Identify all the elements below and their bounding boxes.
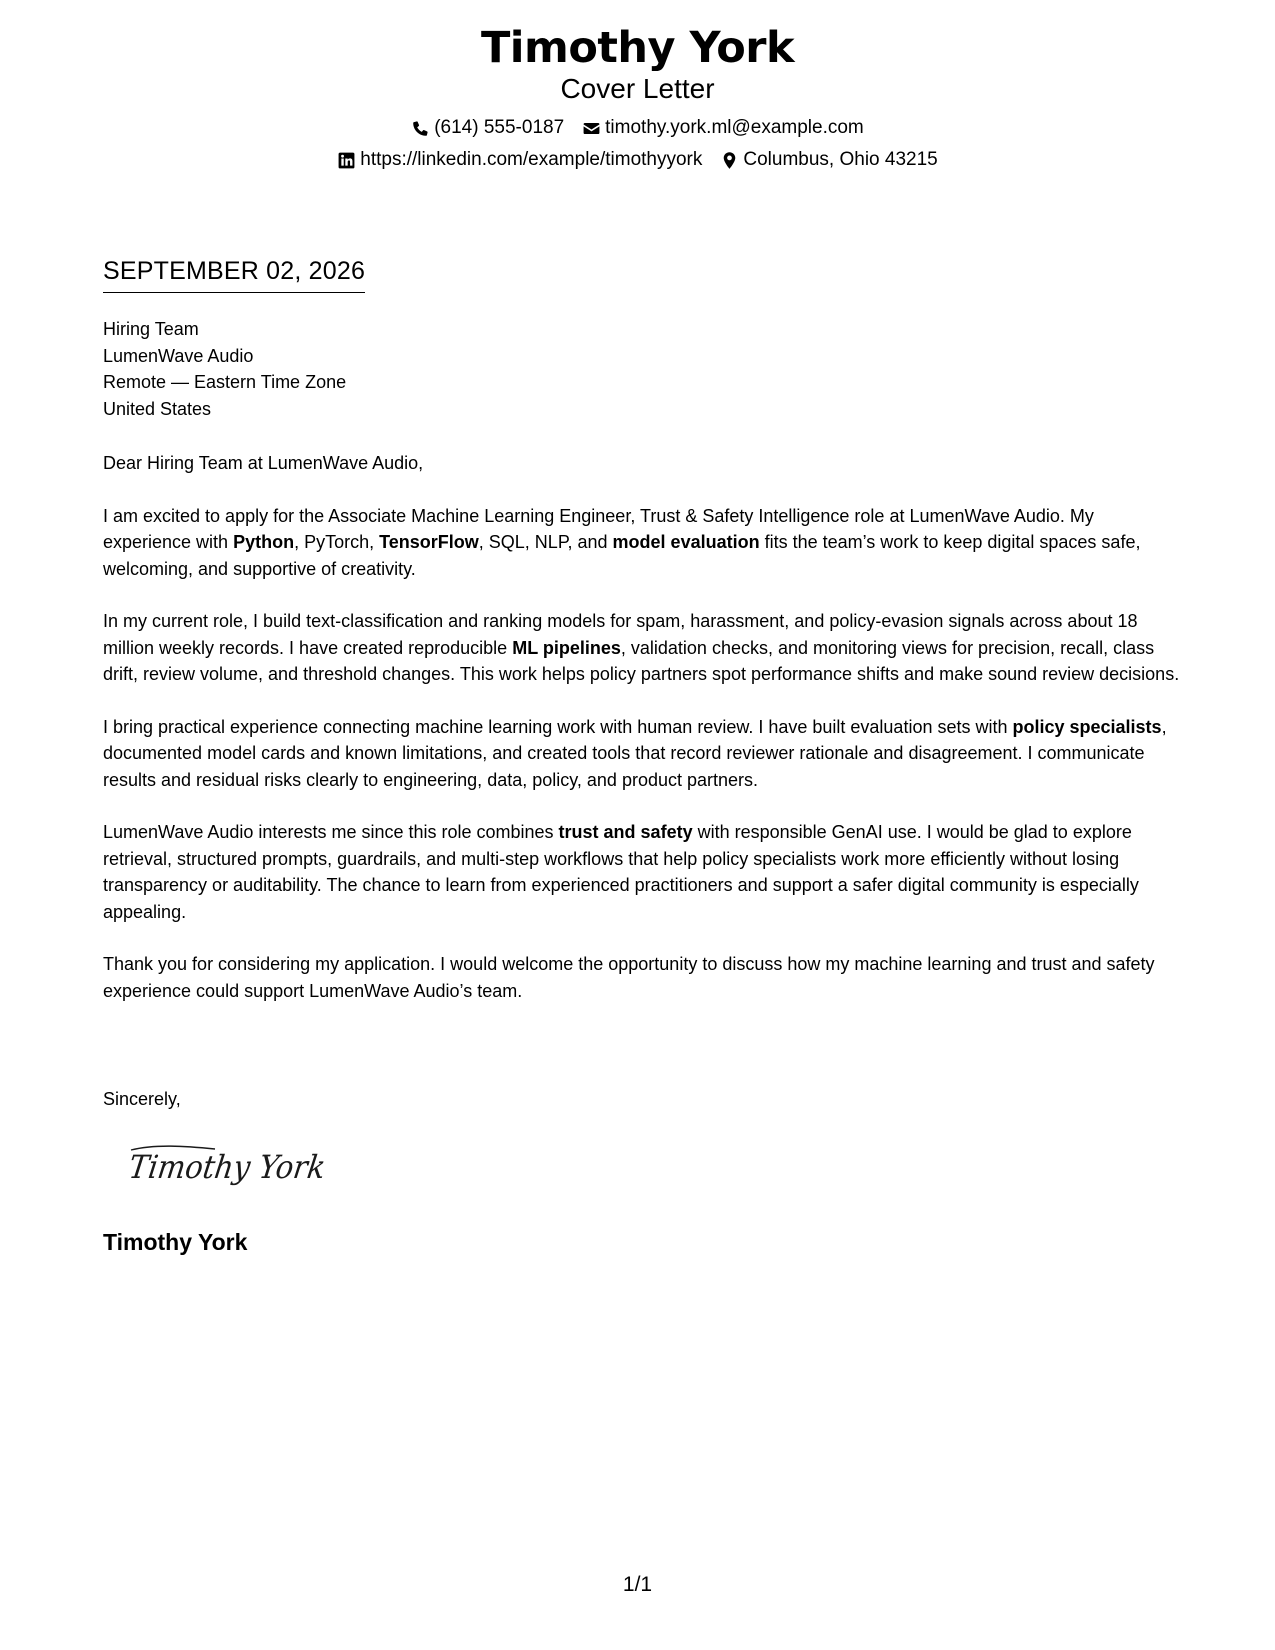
contact-linkedin bbox=[337, 148, 702, 172]
map-pin-icon bbox=[720, 151, 739, 170]
letter-date: SEPTEMBER 02, 2026 bbox=[103, 256, 365, 293]
recipient-address bbox=[103, 316, 346, 422]
date-block bbox=[103, 256, 365, 293]
email-address[interactable]: timothy.york.ml@example.com bbox=[605, 117, 864, 138]
handwritten-signature bbox=[125, 1140, 345, 1198]
recipient-line: United States bbox=[103, 398, 212, 419]
envelope-icon bbox=[582, 119, 601, 138]
highlight-skill: Python bbox=[233, 532, 295, 552]
highlight-skill: model evaluation bbox=[612, 532, 760, 552]
body-paragraph-1: I am excited to apply for the Associate Machine Learning Engineer, Trust & Safety Intelligence role at LumenWave Audio. My experience with Python, PyTorch, TensorFlow, SQL, NLP, and model evaluation fits the team’s work to keep digital spaces safe, welcoming, and supportive of creativity. bbox=[103, 505, 1141, 579]
phone-icon bbox=[411, 119, 430, 138]
recipient-line: LumenWave Audio bbox=[103, 345, 254, 366]
applicant-name: Timothy York bbox=[480, 23, 795, 73]
linkedin-icon bbox=[337, 151, 356, 170]
contact-row-2 bbox=[0, 148, 1275, 172]
recipient-line: Hiring Team bbox=[103, 319, 199, 339]
page-number: 1/1 bbox=[622, 1573, 653, 1596]
contact-row-1 bbox=[0, 116, 1275, 140]
svg-text:Timothy York: Timothy York bbox=[126, 1148, 345, 1186]
document-subtitle: Cover Letter bbox=[560, 73, 715, 104]
contact-email bbox=[582, 116, 864, 140]
phone-number[interactable]: (614) 555-0187 bbox=[434, 117, 565, 138]
location-text: Columbus, Ohio 43215 bbox=[743, 149, 938, 170]
recipient-line: Remote — Eastern Time Zone bbox=[103, 372, 347, 392]
highlight-skill: policy specialists bbox=[1012, 716, 1162, 737]
letter-body bbox=[103, 450, 1183, 1030]
highlight-skill: ML pipelines bbox=[512, 637, 621, 658]
salutation: Dear Hiring Team at LumenWave Audio, bbox=[103, 453, 424, 473]
body-paragraph-3: I bring practical experience connecting machine learning work with human review. I have built evaluation sets with policy specialists, documented model cards and known limitations, and created tools that record reviewer rationale and disagreement. I communicate results and residual risks clearly to engineering, data, policy, and product partners. bbox=[103, 716, 1167, 790]
body-paragraph-2: In my current role, I build text-classification and ranking models for spam, harassment, and policy-evasion signals across about 18 million weekly records. I have created reproducible ML pipelines, validation checks, and monitoring views for precision, recall, class drift, review volume, and threshold changes. This work helps policy partners spot performance shifts and make sound review decisions. bbox=[103, 611, 1180, 684]
closing-phrase: Sincerely, bbox=[103, 1089, 181, 1109]
highlight-skill: trust and safety bbox=[558, 822, 693, 842]
contact-location bbox=[720, 148, 937, 172]
signer-name: Timothy York bbox=[103, 1229, 248, 1255]
linkedin-url[interactable]: https://linkedin.com/example/timothyyork bbox=[360, 149, 703, 170]
body-paragraph-5: Thank you for considering my application. I would welcome the opportunity to discuss how my machine learning and trust and safety experience could support LumenWave Audio’s team. bbox=[103, 954, 1155, 1001]
contact-phone bbox=[411, 116, 564, 140]
body-paragraph-4: LumenWave Audio interests me since this role combines trust and safety with responsible GenAI use. I would be glad to explore retrieval, structured prompts, guardrails, and multi-step workflows that help policy specialists work more efficiently without losing transparency or auditability. The chance to learn from experienced practitioners and support a safer digital community is especially appealing. bbox=[103, 822, 1139, 922]
highlight-skill: TensorFlow bbox=[379, 532, 479, 552]
letter-header bbox=[0, 22, 1275, 172]
